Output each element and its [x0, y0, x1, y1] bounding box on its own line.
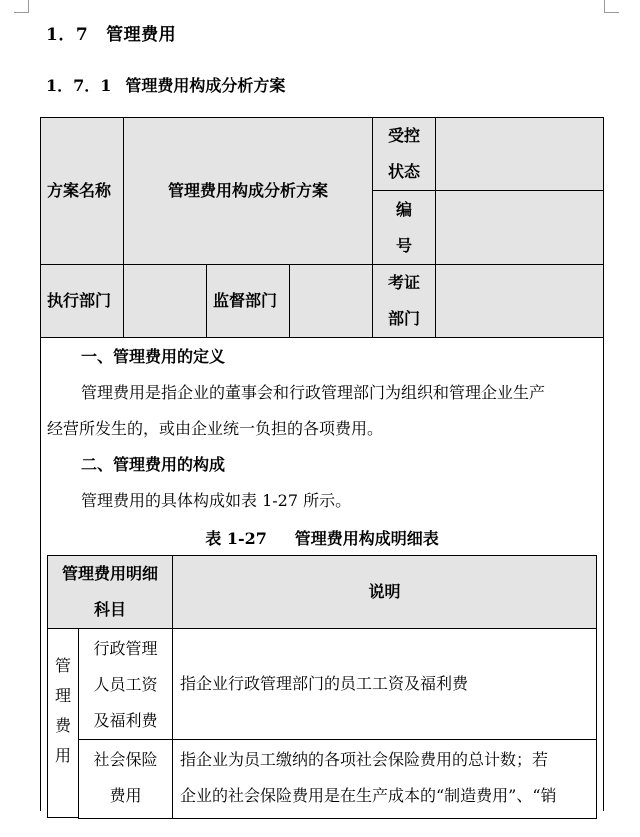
table-caption-title: 管理费用构成明细表	[294, 529, 439, 548]
row-2-description-line: 企业的社会保险费用是在生产成本的“制造费用”、“销	[180, 786, 557, 805]
plan-name-label: 方案名称	[40, 117, 124, 265]
row-1-description	[172, 628, 597, 740]
number-label-line2: 号	[395, 235, 412, 255]
section-title: 管理费用	[106, 25, 177, 45]
category-char: 管	[54, 656, 71, 675]
supervise-dept-value[interactable]	[289, 264, 373, 338]
number-label-line1: 编	[395, 199, 412, 219]
row-1-description-text: 指企业行政管理部门的员工工资及福利费	[180, 674, 469, 693]
row-2-description	[172, 739, 597, 819]
control-status-value[interactable]	[435, 117, 604, 191]
control-status-label-line1: 受控	[387, 126, 420, 145]
header-item	[47, 555, 173, 629]
subsection-heading	[46, 73, 285, 96]
evaluate-dept-label-line2: 部门	[387, 309, 420, 328]
evaluate-dept-value[interactable]	[435, 264, 604, 338]
detail-table	[47, 555, 597, 815]
category-char: 理	[54, 686, 71, 705]
page-corner-mark-left	[14, 0, 29, 13]
definition-text-line1: 管理费用是指企业的董事会和行政管理部门为组织和管理企业生产	[81, 383, 546, 402]
control-status-label-line2: 状态	[387, 162, 420, 181]
supervise-dept-label: 监督部门	[206, 264, 290, 338]
row-2-item-line: 社会保险	[93, 750, 158, 769]
table-caption-number: 表 1-27	[205, 529, 267, 548]
definition-text-line2: 经营所发生的，或由企业统一负担的各项费用。	[47, 419, 384, 438]
control-status-label	[372, 117, 436, 191]
row-1-item	[78, 628, 173, 740]
plan-name-value: 管理费用构成分析方案	[123, 117, 373, 265]
row-2-item	[78, 739, 173, 819]
row-1-item-line: 及福利费	[93, 711, 158, 730]
row-1-item-line: 人员工资	[93, 675, 158, 694]
composition-heading: 二、管理费用的构成	[81, 455, 226, 474]
section-heading	[46, 20, 176, 45]
number-label	[372, 190, 436, 265]
header-item-line2: 科目	[93, 600, 126, 619]
row-2-item-line: 费用	[109, 786, 142, 805]
subsection-title: 管理费用构成分析方案	[125, 76, 286, 95]
number-value[interactable]	[435, 190, 604, 265]
category-char: 用	[54, 746, 71, 765]
exec-dept-value[interactable]	[123, 264, 207, 338]
exec-dept-label: 执行部门	[40, 264, 124, 338]
header-description: 说明	[172, 555, 597, 629]
page-corner-mark-right	[604, 0, 619, 13]
category-char: 费	[54, 716, 71, 735]
row-2-description-line: 指企业为员工缴纳的各项社会保险费用的总计数；若	[180, 750, 549, 769]
composition-text: 管理费用的具体构成如表 1-27 所示。	[81, 491, 352, 510]
header-item-line1: 管理费用明细	[61, 564, 158, 583]
evaluate-dept-label-line1: 考证	[387, 273, 420, 292]
table-caption	[40, 526, 604, 549]
section-number: 1．7	[46, 25, 89, 45]
plan-form-table	[40, 117, 604, 811]
category-cell	[47, 628, 79, 818]
definition-heading: 一、管理费用的定义	[81, 347, 226, 366]
evaluate-dept-label	[372, 264, 436, 338]
subsection-number: 1．7．1	[46, 76, 112, 95]
row-1-item-line: 行政管理	[93, 639, 158, 658]
